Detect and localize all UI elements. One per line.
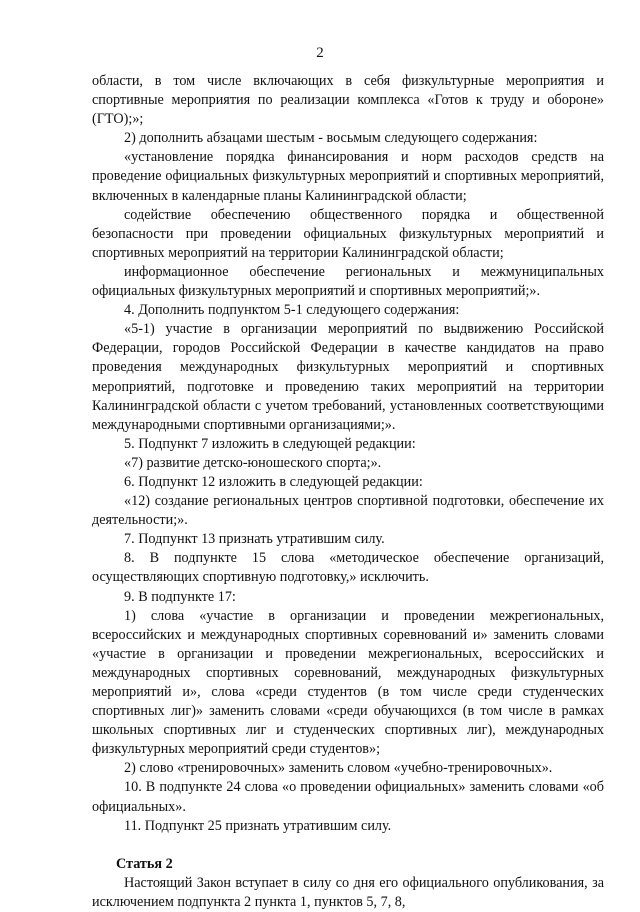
spacer (92, 836, 604, 855)
paragraph-subitem-7: «7) развитие детско-юношеского спорта;». (124, 454, 382, 471)
paragraph-continuation: области, в том числе включающих в себя физкультурные мероприятия и спортивные мероприятия по реализации комплекса «Готов к труду и обороне» (ГТО);»; (92, 73, 604, 128)
paragraph-item-11: 11. Подпункт 25 признать утратившим силу. (124, 817, 392, 834)
paragraph-public-order: содействие обеспечению общественного порядка и общественной безопасности при проведении официальных физкультурных мероприятий и спортивных мероприятий на территории Калининградской области; (92, 206, 604, 261)
paragraph-item-9-2: 2) слово «тренировочных» заменить словом «учебно-тренировочных». (124, 760, 553, 777)
paragraph-item-9: 9. В подпункте 17: (124, 588, 236, 605)
paragraph-financing: «установление порядка финансирования и норм расходов средств на проведение официальных физкультурных мероприятий и спортивных мероприятий, включенных в календарные планы Калининградской области; (92, 149, 604, 204)
paragraph-item-7: 7. Подпункт 13 признать утратившим силу. (124, 531, 385, 548)
article-heading: Статья 2 (116, 855, 173, 872)
paragraph-information: информационное обеспечение региональных и межмуниципальных официальных физкультурных мероприятий и спортивных мероприятий;». (92, 263, 604, 300)
paragraph-item-5: 5. Подпункт 7 изложить в следующей редакции: (124, 435, 416, 452)
paragraph-item-4: 4. Дополнить подпунктом 5-1 следующего содержания: (124, 302, 460, 319)
paragraph-item-9-1: 1) слова «участие в организации и проведении межрегиональных, всероссийских и международных спортивных соревнований и» заменить словами «участие в организации и проведении межрегиональных, всероссийских и международных спортивных соревнований, международных физкультурных мероприятий и», слова «среди студентов (в том числе среди студенческих спортивных лиг)» заменить словами «среди обучающихся (в том числе в рамках школьных спортивных лиг и студенческих спортивных лиг), международных физкультурных мероприятий среди студентов»; (92, 607, 604, 758)
page-number: 2 (316, 45, 324, 61)
paragraph-subitem-12: «12) создание региональных центров спортивной подготовки, обеспечение их деятельности;». (92, 493, 604, 529)
paragraph-subitem-2: 2) дополнить абзацами шестым - восьмым следующего содержания: (124, 130, 538, 147)
paragraph-item-10: 10. В подпункте 24 слова «о проведении официальных» заменить словами «об официальных». (92, 779, 604, 815)
paragraph-entry-into-force: Настоящий Закон вступает в силу со дня его официального опубликования, за исключением подпункта 2 пункта 1, пунктов 5, 7, 8, (92, 874, 604, 911)
paragraph-item-8: 8. В подпункте 15 слова «методическое обеспечение организаций, осуществляющих спортивную подготовку,» исключить. (92, 550, 604, 586)
document-body (92, 72, 604, 912)
paragraph-subitem-5-1: «5-1) участие в организации мероприятий по выдвижению Российской Федерации, городов Российской Федерации в качестве кандидатов на право проведения международных физкультурных мероприятий и спортивных мероприятий, подготовке и проведению таких мероприятий на территории Калининградской области с учетом требований, установленных соответствующими международными спортивными организациями;». (92, 321, 604, 433)
paragraph-item-6: 6. Подпункт 12 изложить в следующей редакции: (124, 473, 423, 490)
